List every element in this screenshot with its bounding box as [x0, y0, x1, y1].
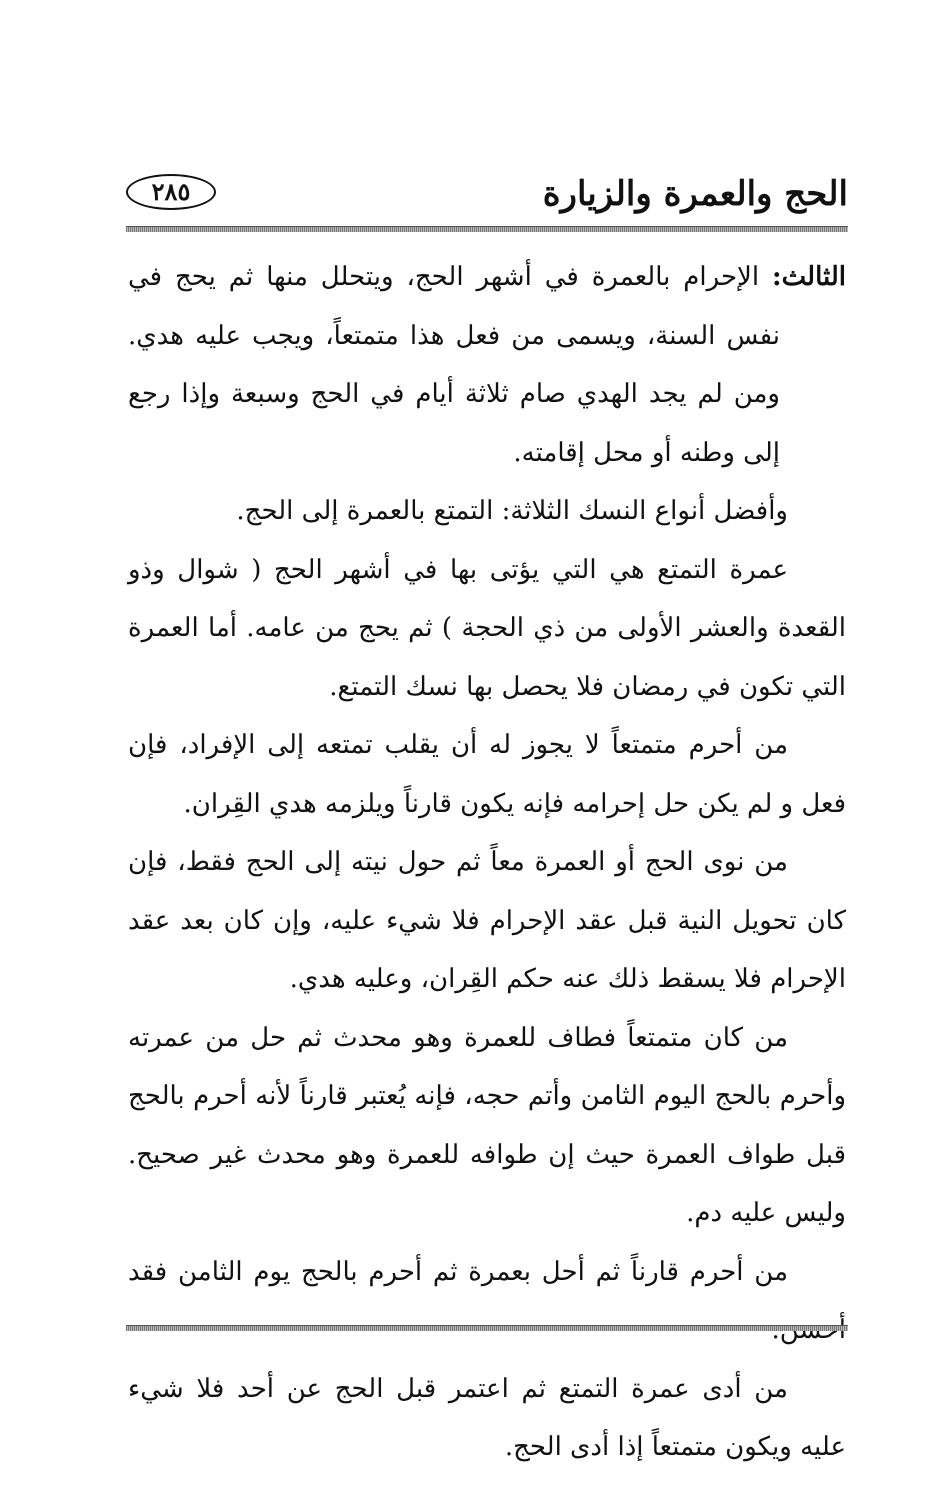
footer-divider	[126, 1325, 848, 1331]
paragraph: من أحرم قارناً ثم أحل بعمرة ثم أحرم بالحج يوم الثامن فقد	[128, 1256, 788, 1287]
paragraph: وأفضل أنواع النسك الثلاثة: التمتع بالعمرة إلى الحج.	[236, 496, 788, 526]
paragraph: من أدى عمرة التمتع ثم اعتمر قبل الحج عن أحد فلا شيء عليه ويكون متمتعاً إذا أدى الحج.	[128, 1373, 846, 1462]
paragraph-text: الإحرام بالعمرة في أشهر الحج، ويتحلل منها ثم يحج في نفس السنة، ويسمى من فعل هذا متمتعاً، ويجب عليه هدي. ومن لم يجد الهدي صام ثلاثة أيام في الحج وسبعة وإذا رجع إلى وطنه أو محل إقامته.	[128, 262, 780, 468]
page-number-badge: ٢٨٥	[126, 174, 216, 210]
book-title: الحج والعمرة والزيارة	[542, 174, 848, 214]
paragraph: من أحرم متمتعاً لا يجوز له أن يقلب تمتعه إلى الإفراد، فإن فعل و لم يكن حل إحرامه فإنه يكون قارناً ويلزمه هدي القِران.	[128, 730, 846, 819]
page-body	[128, 248, 846, 1477]
paragraph: من كان متمتعاً فطاف للعمرة وهو محدث ثم حل من عمرته وأحرم بالحج اليوم الثامن وأتم حجه، فإنه يُعتبر قارناً لأنه أحرم بالحج قبل طواف العمرة حيث إن طوافه للعمرة وهو محدث غير صحيح. وليس عليه دم.	[128, 1022, 846, 1228]
header-divider	[126, 226, 848, 232]
paragraph: من نوى الحج أو العمرة معاً ثم حول نيته إلى الحج فقط، فإن كان تحويل النية قبل عقد الإحرام فلا شيء عليه، وإن كان بعد عقد الإحرام فلا يسقط ذلك عنه حكم القِران، وعليه هدي.	[128, 847, 846, 994]
running-header	[126, 168, 848, 228]
paragraph-third-type	[128, 248, 846, 482]
paragraph: عمرة التمتع هي التي يؤتى بها في أشهر الحج ( شوال وذو القعدة والعشر الأولى من ذي الحجة ) ثم يحج من عامه. أما العمرة التي تكون في رمضان فلا يحصل بها نسك التمتع.	[128, 554, 846, 702]
paragraph-label: الثالث:	[772, 262, 847, 292]
